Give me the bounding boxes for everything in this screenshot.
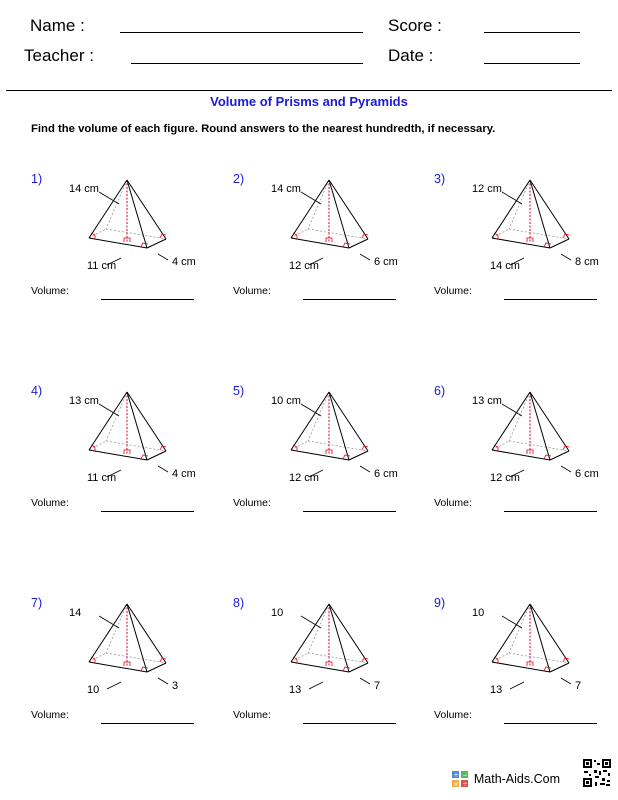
width-leader [360,254,370,260]
width-leader [158,254,168,260]
score-field[interactable] [484,32,580,33]
volume-label: Volume: [233,709,271,721]
calculator-icon [452,771,468,787]
length-label: 12 cm [490,472,520,484]
pyramid-figure [233,596,433,706]
site-name[interactable]: Math-Aids.Com [473,772,560,786]
base-edge [147,451,166,460]
hidden-edge [509,441,569,451]
base-edge [550,663,569,672]
width-label: 8 cm [575,256,599,268]
hidden-edge [509,392,530,441]
header-divider [6,90,612,91]
length-label: 10 [87,684,100,696]
width-label: 7 [575,680,582,692]
problem-number: 5) [233,384,245,398]
date-field[interactable] [484,63,580,64]
volume-label: Volume: [233,285,271,297]
problem-number: 6) [434,384,446,398]
qr-code-icon [582,758,612,788]
problem-8 [233,596,433,746]
length-label: 12 cm [289,472,319,484]
volume-answer-field[interactable] [504,299,597,300]
date-label: Date : [388,46,434,65]
length-label: 11 cm [87,260,117,272]
height-leader [99,192,119,204]
problem-number: 8) [233,596,245,610]
height-label: 12 cm [472,183,502,195]
lateral-edge [492,604,530,662]
base-edge [147,663,166,672]
volume-label: Volume: [233,497,271,509]
width-leader [561,466,571,472]
base-edge [349,239,368,248]
length-label: 13 [490,684,503,696]
base-edge [291,238,349,248]
problem-5 [233,384,433,534]
volume-label: Volume: [434,497,472,509]
hidden-edge [308,604,329,653]
problem-number: 3) [434,172,446,186]
problem-4 [31,384,231,534]
height-label: 14 [69,607,82,619]
problem-number: 9) [434,596,446,610]
width-label: 6 cm [374,468,398,480]
pyramid-figure [233,172,433,282]
problem-7 [31,596,231,746]
height-label: 14 cm [271,183,301,195]
hidden-edge [106,229,166,239]
lateral-edge [127,180,166,239]
hidden-edge [308,441,368,451]
height-leader [502,616,522,628]
volume-answer-field[interactable] [303,299,396,300]
problem-number: 4) [31,384,43,398]
length-label: 13 [289,684,302,696]
instructions: Find the volume of each figure. Round answers to the nearest hundredth, if necessary. [31,123,496,135]
svg-text:×: × [453,781,459,787]
volume-label: Volume: [434,709,472,721]
problem-6 [434,384,618,534]
hidden-edge [106,604,127,653]
lateral-edge [530,392,569,451]
height-label: 13 cm [69,395,99,407]
height-leader [502,192,522,204]
base-edge [349,451,368,460]
lateral-edge [530,180,569,239]
width-leader [158,466,168,472]
height-label: 14 cm [69,183,99,195]
lateral-edge [329,604,368,663]
height-leader [502,404,522,416]
width-label: 4 cm [172,256,196,268]
base-edge [89,238,147,248]
hidden-edge [509,604,530,653]
pyramid-figure [31,172,231,282]
base-edge [550,451,569,460]
teacher-label: Teacher : [24,46,94,65]
width-leader [561,678,571,684]
worksheet-title: Volume of Prisms and Pyramids [210,94,408,109]
height-label: 10 [472,607,485,619]
lateral-edge [127,392,166,451]
width-label: 6 cm [374,256,398,268]
height-leader [301,616,321,628]
hidden-edge [308,180,329,229]
pyramid-figure [233,384,433,494]
lateral-edge [329,180,368,239]
length-leader [107,682,121,689]
hidden-edge [308,653,368,663]
width-label: 6 cm [575,468,599,480]
base-edge [492,450,550,460]
volume-answer-field[interactable] [504,723,597,724]
width-label: 7 [374,680,381,692]
length-label: 12 cm [289,260,319,272]
base-edge [89,450,147,460]
width-label: 3 [172,680,179,692]
pyramid-figure [434,596,618,706]
lateral-edge [127,604,166,663]
problem-number: 2) [233,172,245,186]
base-edge [349,663,368,672]
height-leader [301,192,321,204]
hidden-edge [308,392,329,441]
score-label: Score : [388,16,442,35]
length-leader [309,682,323,689]
hidden-edge [509,180,530,229]
height-label: 10 cm [271,395,301,407]
problem-number: 7) [31,596,43,610]
length-leader [510,682,524,689]
volume-label: Volume: [31,285,69,297]
lateral-edge [291,604,329,662]
width-leader [561,254,571,260]
footer-brand [452,771,560,787]
lateral-edge [329,392,368,451]
problem-2 [233,172,433,322]
length-label: 14 cm [490,260,520,272]
base-edge [147,239,166,248]
volume-answer-field[interactable] [303,511,396,512]
width-leader [158,678,168,684]
height-label: 10 [271,607,284,619]
lateral-edge [89,604,127,662]
teacher-field[interactable] [131,63,363,64]
base-edge [492,662,550,672]
volume-label: Volume: [31,709,69,721]
name-field[interactable] [120,32,363,33]
hidden-edge [509,229,569,239]
hidden-edge [106,392,127,441]
problem-number: 1) [31,172,43,186]
svg-text:−: − [462,772,468,779]
width-leader [360,466,370,472]
height-leader [99,616,119,628]
problem-1 [31,172,231,322]
hidden-edge [308,229,368,239]
volume-answer-field[interactable] [101,511,194,512]
hidden-edge [106,180,127,229]
height-leader [301,404,321,416]
pyramid-figure [31,384,231,494]
volume-answer-field[interactable] [303,723,396,724]
height-leader [99,404,119,416]
height-label: 13 cm [472,395,502,407]
base-edge [89,662,147,672]
volume-answer-field[interactable] [101,299,194,300]
length-label: 11 cm [87,472,117,484]
svg-text:÷: ÷ [462,781,468,787]
base-edge [291,450,349,460]
name-label: Name : [30,16,85,35]
lateral-edge [530,604,569,663]
volume-label: Volume: [31,497,69,509]
hidden-edge [106,653,166,663]
svg-text:+: + [453,772,459,779]
base-edge [492,238,550,248]
volume-answer-field[interactable] [101,723,194,724]
pyramid-figure [31,596,231,706]
base-edge [550,239,569,248]
problem-9 [434,596,618,746]
volume-label: Volume: [434,285,472,297]
problem-3 [434,172,618,322]
width-leader [360,678,370,684]
hidden-edge [509,653,569,663]
hidden-edge [106,441,166,451]
volume-answer-field[interactable] [504,511,597,512]
width-label: 4 cm [172,468,196,480]
base-edge [291,662,349,672]
